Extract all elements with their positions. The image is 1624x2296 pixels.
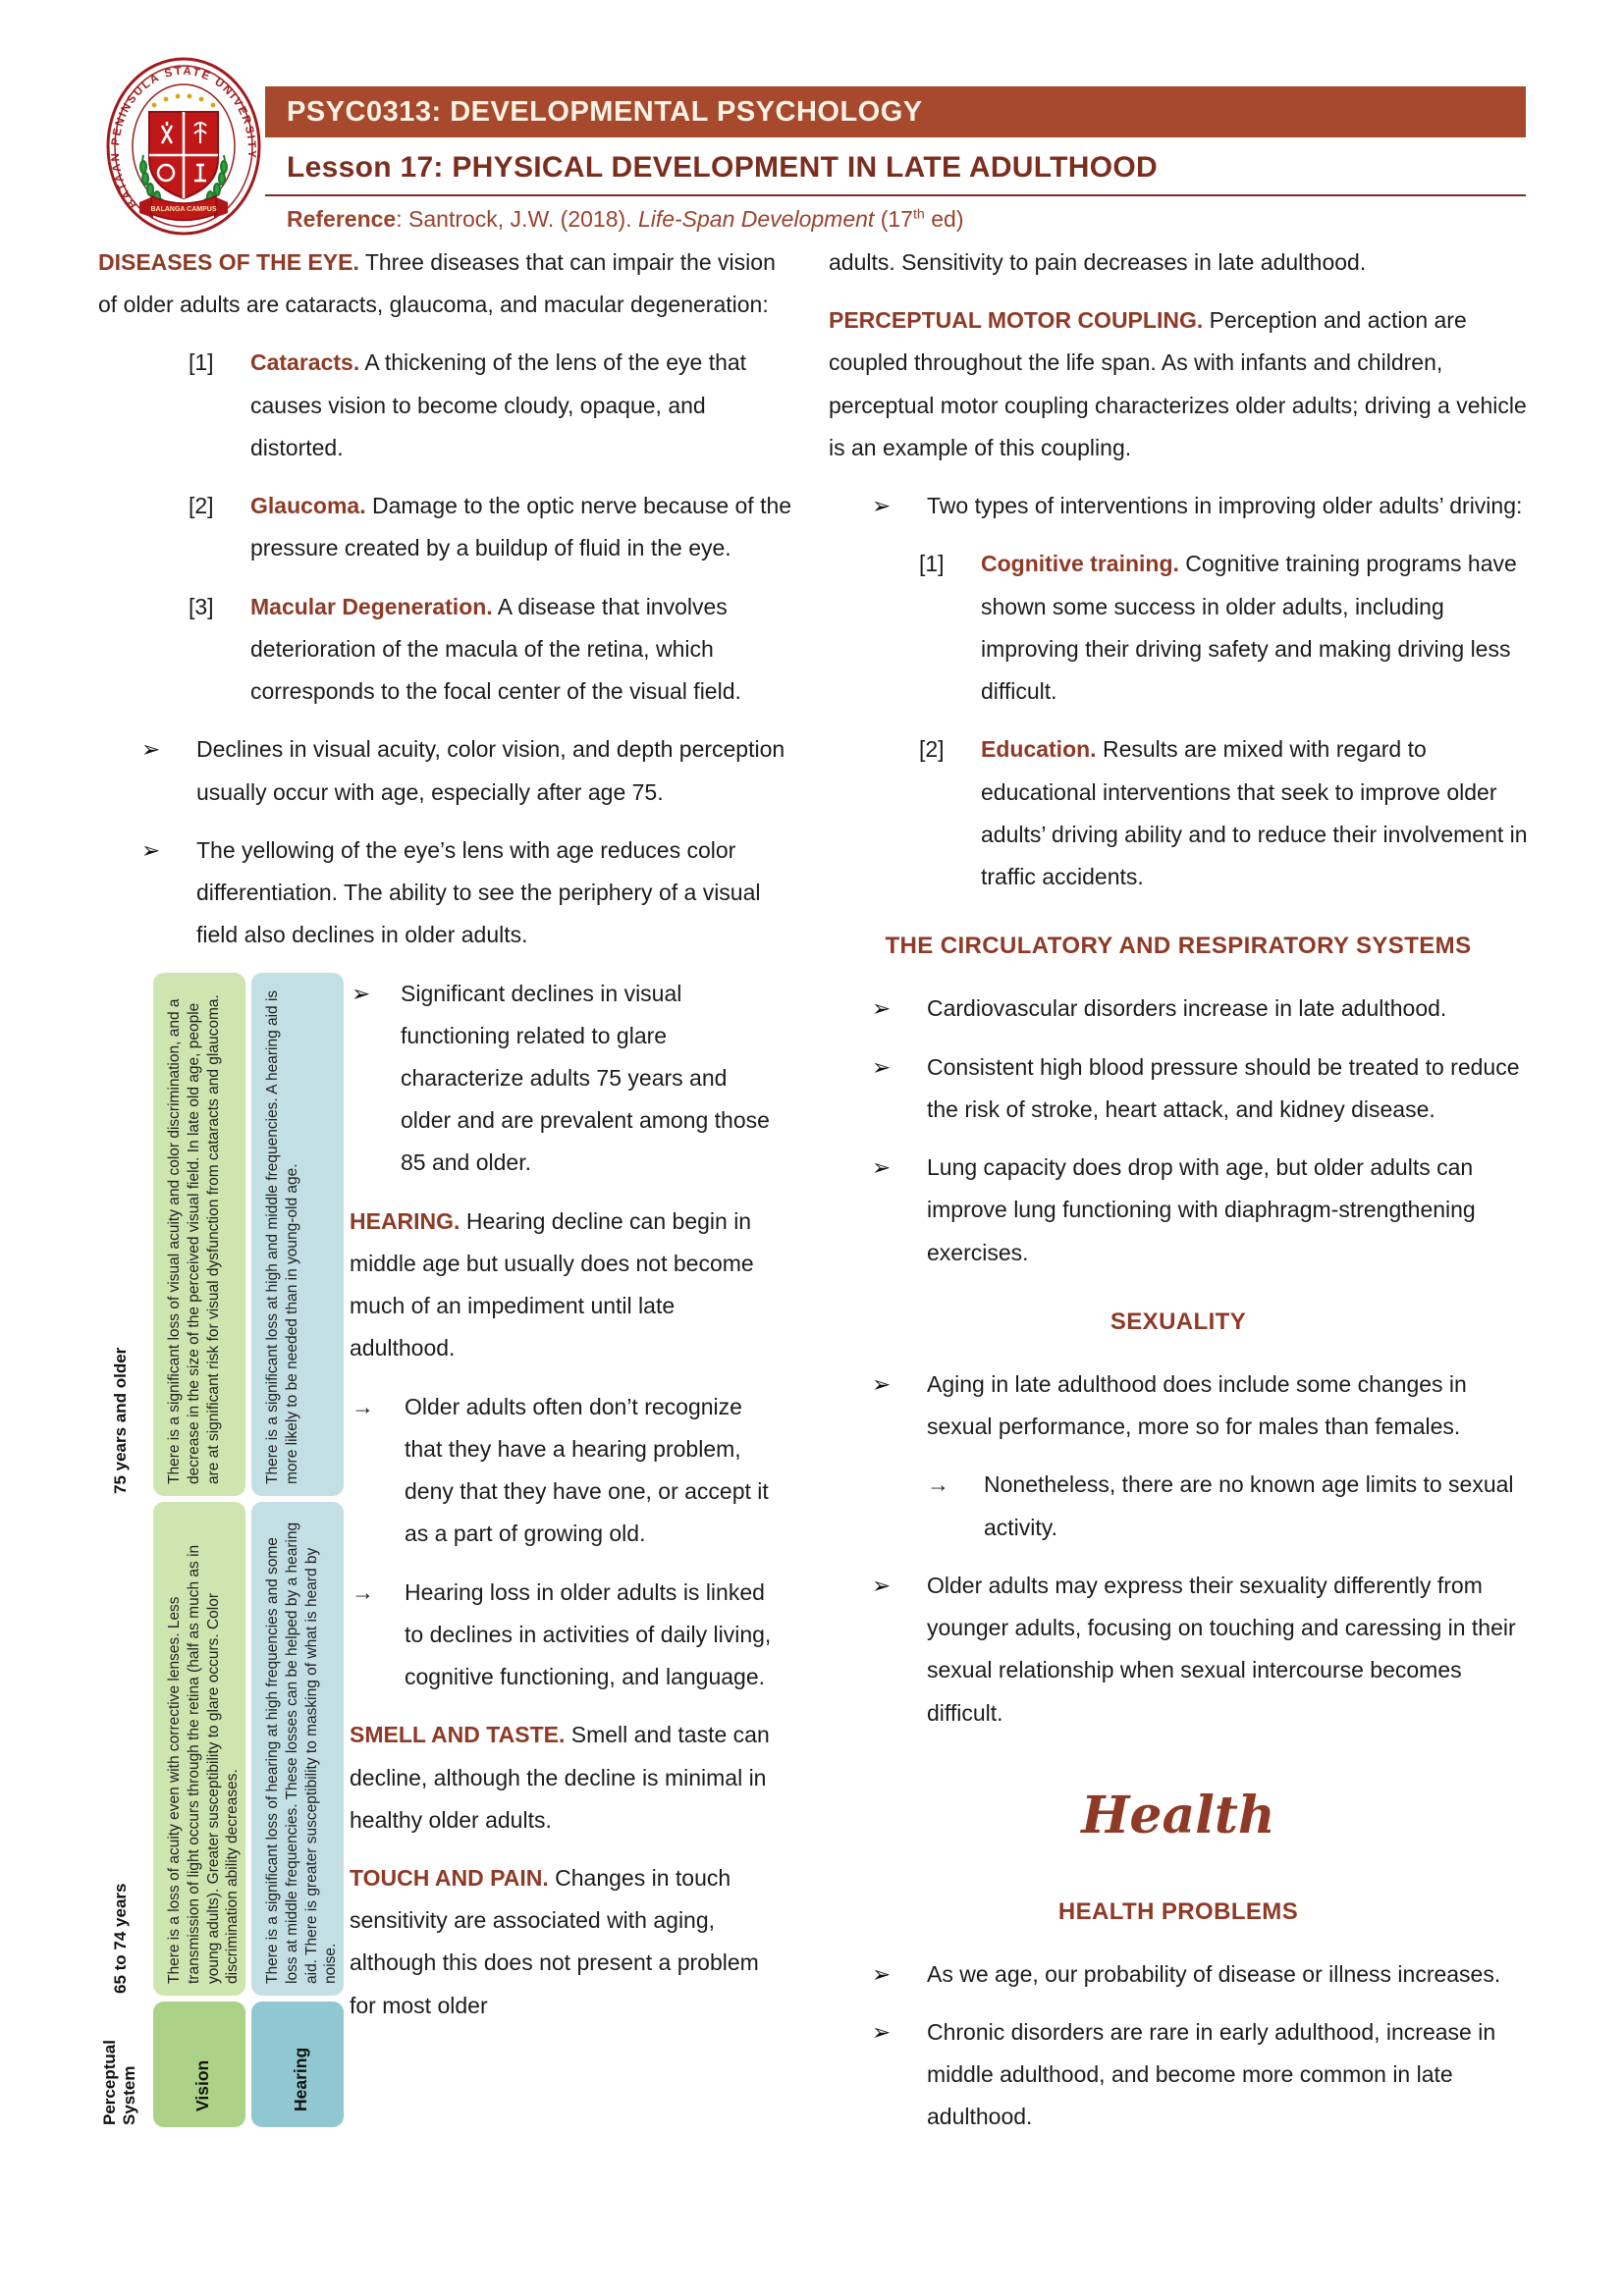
glaucoma-text: Damage to the optic nerve because of the pressure created by a buildup of fluid in the eye. <box>250 493 792 561</box>
glaucoma-keyword: Glaucoma. <box>250 493 366 519</box>
smell-taste-paragraph <box>350 1714 774 1842</box>
bullet-text: Significant declines in visual functioning related to glare characterize adults 75 years and older and are prevalent among those 85 and older. <box>401 980 770 1176</box>
cognitive-training-keyword: Cognitive training. <box>981 551 1179 577</box>
health-script-heading: Health <box>1081 1785 1275 1845</box>
reference-line <box>287 206 963 233</box>
sexuality-heading: SEXUALITY <box>1110 1308 1247 1335</box>
touch-pain-keyword: TOUCH AND PAIN. <box>350 1864 549 1891</box>
cell-hearing-75 <box>251 973 344 1496</box>
bullet-chronic-disorders <box>829 2011 1528 2139</box>
arrow-marker: → <box>352 1393 374 1419</box>
bullet-marker: ➢ <box>872 1154 892 1181</box>
left-column <box>98 241 797 2127</box>
table-and-text-row <box>98 973 797 2127</box>
header-text: Vision <box>192 2059 212 2111</box>
bullet-marker: ➢ <box>352 980 371 1006</box>
bullet-marker: ➢ <box>141 736 161 763</box>
bullet-text: Chronic disorders are rare in early adulthood, increase in middle adulthood, and become more common in late adulthood. <box>927 2018 1496 2130</box>
sub-bullet-no-age-limits <box>829 1464 1528 1548</box>
item-number: [2] <box>189 493 214 519</box>
bullet-visual-acuity <box>98 728 797 813</box>
header-divider <box>265 194 1526 196</box>
bullet-driving-interventions <box>829 485 1528 527</box>
touch-pain-paragraph <box>350 1857 774 2027</box>
university-seal-logo <box>106 57 261 236</box>
bullet-blood-pressure <box>829 1046 1528 1131</box>
sub-bullet-hearing-denial <box>350 1386 774 1556</box>
bullet-sexual-performance <box>829 1363 1528 1448</box>
bullet-lung-capacity <box>829 1147 1528 1274</box>
bullet-disease-probability <box>829 1953 1528 1996</box>
page-header <box>98 57 1526 234</box>
list-item-education <box>829 728 1528 898</box>
health-problems-heading: HEALTH PROBLEMS <box>1057 1897 1299 1925</box>
sub-bullet-text: Nonetheless, there are no known age limits to sexual activity. <box>984 1471 1514 1540</box>
hearing-paragraph <box>350 1201 774 1370</box>
reference-label: Reference <box>287 206 397 232</box>
cell-vision-75 <box>153 973 245 1496</box>
reference-end: ed) <box>924 206 964 232</box>
bullet-marker: ➢ <box>872 493 892 519</box>
arrow-marker: → <box>352 1578 374 1605</box>
diseases-intro: Three diseases that can impair the vision of older adults are cataracts, glaucoma, and macular degeneration: <box>98 249 776 318</box>
bullet-text: Aging in late adulthood does include some changes in sexual performance, more so for males than females. <box>927 1370 1467 1440</box>
sub-bullet-hearing-decline <box>350 1572 774 1699</box>
bullet-marker: ➢ <box>141 836 161 863</box>
right-column <box>829 241 1528 2155</box>
bullet-marker: ➢ <box>872 1572 892 1598</box>
hearing-text: Hearing decline can begin in middle age but usually does not become much of an impediment until late adulthood. <box>350 1207 754 1362</box>
reference-superscript: th <box>912 206 925 223</box>
seal-rim-text: BATAAN PENINSULA STATE UNIVERSITY <box>109 65 258 211</box>
bullet-sexuality-expression <box>829 1565 1528 1735</box>
bullet-glare <box>350 973 774 1185</box>
column-header-hearing <box>251 2002 344 2127</box>
cataracts-text: A thickening of the lens of the eye that causes vision to become cloudy, opaque, and distorted. <box>250 349 747 460</box>
reference-citation: : Santrock, J.W. (2018). <box>396 206 638 232</box>
column-header-vision <box>153 2002 245 2127</box>
cell-hearing-65 <box>251 1502 344 1996</box>
row-label-65-to-74 <box>98 1502 147 1996</box>
pmc-text: Perception and action are coupled throughout the life span. As with infants and children, perceptual motor coupling characterizes older adults; driving a vehicle is an example of this coupling. <box>829 307 1527 460</box>
header-text: Hearing <box>291 2047 310 2111</box>
bullet-marker: ➢ <box>872 1053 892 1080</box>
cognitive-training-text: Cognitive training programs have shown some success in older adults, including improving their driving safety and making driving less difficult. <box>981 551 1517 705</box>
sub-bullet-text: Hearing loss in older adults is linked to declines in activities of daily living, cognitive functioning, and language. <box>405 1578 772 1690</box>
reference-tail: (17 <box>874 206 913 232</box>
diseases-keyword: DISEASES OF THE EYE. <box>98 249 359 275</box>
touch-pain-text: Changes in touch sensitivity are associated with aging, although this does not present a problem for most older <box>350 1864 759 2018</box>
item-number: [1] <box>189 349 214 376</box>
perceptual-system-table <box>98 973 340 2127</box>
reference-book-title: Life-Span Development <box>637 206 875 232</box>
hearing-keyword: HEARING. <box>350 1207 460 1234</box>
lesson-title: Lesson 17: PHYSICAL DEVELOPMENT IN LATE ADULTHOOD <box>287 151 1158 184</box>
perceptual-motor-coupling-paragraph <box>829 299 1528 469</box>
course-title: PSYC0313: DEVELOPMENTAL PSYCHOLOGY <box>287 95 923 128</box>
arrow-marker: → <box>927 1471 949 1498</box>
circulatory-respiratory-heading: THE CIRCULATORY AND RESPIRATORY SYSTEMS <box>885 933 1472 960</box>
item-number: [1] <box>919 551 945 577</box>
pmc-keyword: PERCEPTUAL MOTOR COUPLING. <box>829 307 1204 334</box>
education-text: Results are mixed with regard to educational interventions that seek to improve older adults’ driving ability and to reduce their involvement in traffic accidents. <box>981 736 1528 890</box>
cataracts-keyword: Cataracts. <box>250 349 360 376</box>
continuation-paragraph: adults. Sensitivity to pain decreases in late adulthood. <box>829 249 1367 275</box>
bullet-text: Two types of interventions in improving older adults’ driving: <box>927 493 1523 519</box>
bullet-lens-yellowing <box>98 829 797 957</box>
cell-vision-65 <box>153 1502 245 1996</box>
cell-text: There is a significant loss of hearing at high frequencies and some loss at middle frequencies. These losses can be helped by a hearing aid. There is greater susceptibility to masking of what is heard by noise. <box>264 1522 340 1984</box>
smell-taste-keyword: SMELL AND TASTE. <box>350 1722 566 1748</box>
bullet-marker: ➢ <box>872 1960 892 1987</box>
corner-label-perceptual-system <box>98 2002 147 2127</box>
macular-text: A disease that involves deterioration of the macula of the retina, which corresponds to the focal center of the visual field. <box>250 593 741 705</box>
bullet-text: Consistent high blood pressure should be treated to reduce the risk of stroke, heart attack, and kidney disease. <box>927 1053 1520 1122</box>
cell-text: There is a loss of acuity even with corrective lenses. Less transmission of light occurs through the retina (half as much as in young adults). Greater susceptibility to glare occurs. Color discrimination ability decreases. <box>166 1544 242 1984</box>
bullet-cardiovascular <box>829 988 1528 1030</box>
bullet-text: Older adults may express their sexuality differently from younger adults, focusing on touching and caressing in their sexual relationship when sexual intercourse becomes difficult. <box>927 1572 1516 1726</box>
diseases-paragraph <box>98 241 797 326</box>
bullet-text: Lung capacity does drop with age, but older adults can improve lung functioning with diaphragm-strengthening exercises. <box>927 1154 1476 1265</box>
row-label-75-and-older <box>98 973 147 1496</box>
smell-taste-text: Smell and taste can decline, although the decline is minimal in healthy older adults. <box>350 1722 770 1833</box>
education-keyword: Education. <box>981 736 1097 763</box>
bullet-marker: ➢ <box>872 1370 892 1397</box>
course-title-bar <box>265 86 1526 137</box>
seal-shield <box>149 112 218 198</box>
sub-bullet-text: Older adults often don’t recognize that they have a hearing problem, deny that they have one, or accept it as a part of growing old. <box>405 1393 769 1547</box>
list-item-cognitive-training <box>829 543 1528 713</box>
cell-text: There is a significant loss of visual acuity and color discrimination, and a decrease in the size of the perceived visual field. In late old age, people are at significant risk for visual dysfunction from cataracts and glaucoma. <box>166 993 222 1484</box>
list-item-glaucoma <box>98 485 797 569</box>
list-item-macular-degeneration <box>98 586 797 714</box>
bullet-marker: ➢ <box>872 995 892 1022</box>
corner-label-text: Perceptual System <box>100 2039 138 2125</box>
bullet-text: Declines in visual acuity, color vision, and depth perception usually occur with age, especially after age 75. <box>196 736 785 805</box>
bullet-marker: ➢ <box>872 2018 892 2045</box>
item-number: [2] <box>919 736 945 763</box>
list-item-cataracts <box>98 342 797 469</box>
macular-keyword: Macular Degeneration. <box>250 593 493 619</box>
beside-table-text <box>350 973 774 2127</box>
cell-text: There is a significant loss at high and middle frequencies. A hearing aid is more likely to be needed than in young-old age. <box>264 989 300 1484</box>
bullet-text: The yellowing of the eye’s lens with age reduces color differentiation. The ability to see the periphery of a visual field also declines in older adults. <box>196 836 761 948</box>
seal-ribbon-text: BALANGA CAMPUS <box>150 206 217 213</box>
bullet-text: Cardiovascular disorders increase in late adulthood. <box>927 995 1447 1022</box>
bullet-text: As we age, our probability of disease or illness increases. <box>927 1960 1501 1987</box>
item-number: [3] <box>189 593 214 619</box>
row-label-text: 75 years and older <box>111 1347 130 1494</box>
row-label-text: 65 to 74 years <box>111 1883 130 1994</box>
